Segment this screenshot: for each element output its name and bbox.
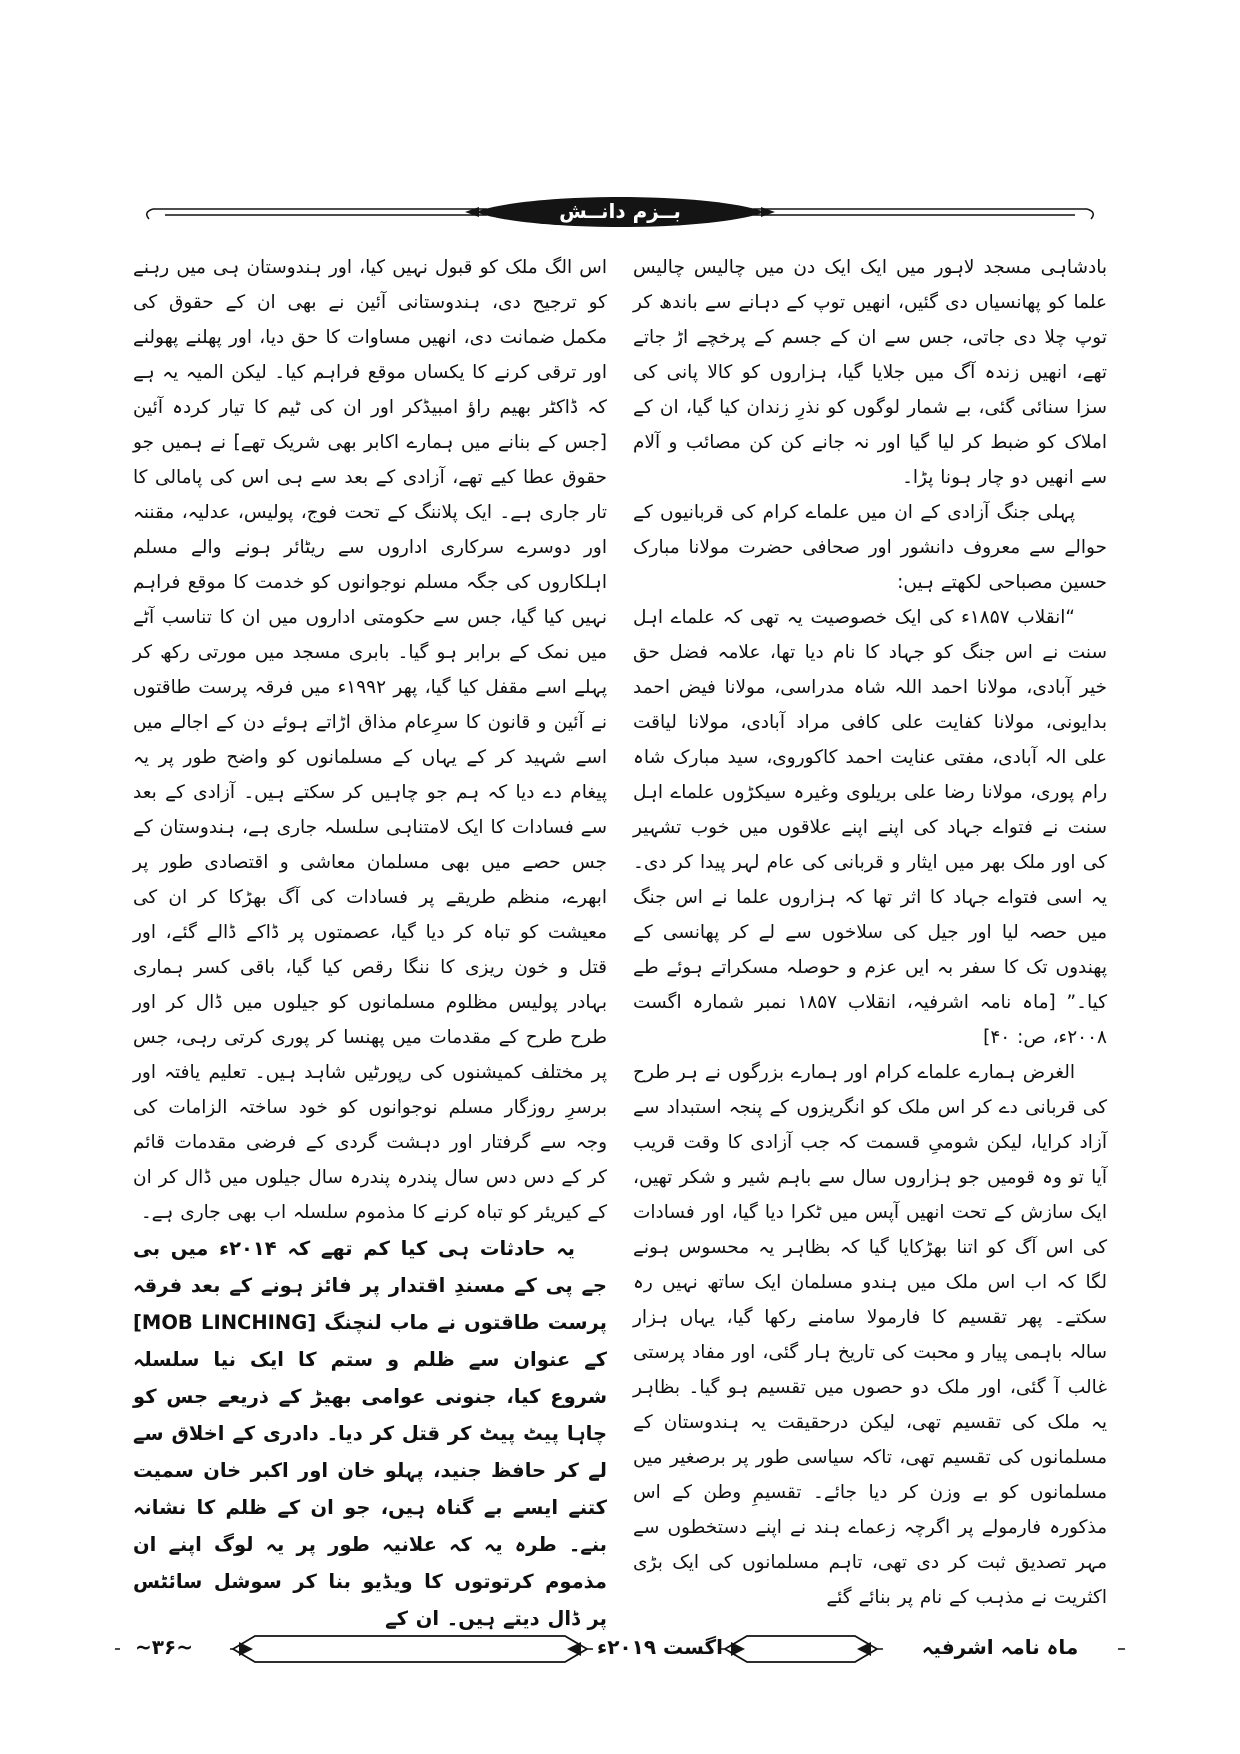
column-left: [133, 250, 607, 1637]
paragraph: اس الگ ملک کو قبول نہیں کیا، اور ہندوستان ہی میں رہنے کو ترجیح دی، ہندوستانی آئین نے بھی ان کے حقوق کی مکمل ضمانت دی، انھیں مساوات کا حق دیا، اور پھلنے پھولنے اور ترقی کرنے کا یکساں موقع فراہم کیا۔ لیکن المیہ یہ ہے کہ ڈاکٹر بھیم راؤ امبیڈکر اور ان کی ٹیم کا تیار کردہ آئین [جس کے بنانے میں ہمارے اکابر بھی شریک تھے] نے ہمیں جو حقوق عطا کیے تھے، آزادی کے بعد سے ہی اس کی پامالی کا تار جاری ہے۔ ایک پلاننگ کے تحت فوج، پولیس، عدلیہ، مقننہ اور دوسرے سرکاری اداروں سے ریٹائر ہونے والے مسلم اہلکاروں کی جگہ مسلم نوجوانوں کو خدمت کا موقع فراہم نہیں کیا گیا، جس سے حکومتی اداروں میں ان کا تناسب آٹے میں نمک کے برابر ہو گیا۔ بابری مسجد میں مورتی رکھ کر پہلے اسے مقفل کیا گیا، پھر ۱۹۹۲ء میں فرقہ پرست طاقتوں نے آئین و قانون کا سرِعام مذاق اڑاتے ہوئے دن کے اجالے میں اسے شہید کر کے یہاں کے مسلمانوں کو واضح طور پر یہ پیغام دے دیا کہ ہم جو چاہیں کر سکتے ہیں۔ آزادی کے بعد سے فسادات کا ایک لامتناہی سلسلہ جاری ہے، ہندوستان کے جس حصے میں بھی مسلمان معاشی و اقتصادی طور پر ابھرے، منظم طریقے پر فسادات کی آگ بھڑکا کر ان کی معیشت کو تباہ کر دیا گیا، عصمتوں پر ڈاکے ڈالے گئے، اور قتل و خون ریزی کا ننگا رقص کیا گیا، باقی کسر ہماری بہادر پولیس مظلوم مسلمانوں کو جیلوں میں ڈال کر اور طرح طرح کے مقدمات میں پھنسا کر پوری کرتی رہی، جس پر مختلف کمیشنوں کی رپورٹیں شاہد ہیں۔ تعلیم یافتہ اور برسرِ روزگار مسلم نوجوانوں کو خود ساختہ الزامات کی وجہ سے گرفتار اور دہشت گردی کے فرضی مقدمات قائم کر کے دس دس سال پندرہ پندرہ سال جیلوں میں ڈال کر ان کے کیریئر کو تباہ کرنے کا مذموم سلسلہ اب بھی جاری ہے۔: [133, 257, 608, 1223]
paragraph-quote: “انقلاب ۱۸۵۷ء کی ایک خصوصیت یہ تھی کہ علماے اہل سنت نے اس جنگ کو جہاد کا نام دیا تھا، علامہ فضل حق خیر آبادی، مولانا احمد اللہ شاہ مدراسی، مولانا فیض احمد بدایونی، مولانا کفایت علی کافی مراد آبادی، مولانا لیاقت علی الہ آبادی، مفتی عنایت احمد کاکوروی، سید مبارک شاہ رام پوری، مولانا رضا علی بریلوی وغیرہ سیکڑوں علماے اہل سنت نے فتواے جہاد کی اپنے اپنے علاقوں میں خوب تشہیر کی اور ملک بھر میں ایثار و قربانی کی عام لہر پیدا کر دی۔ یہ اسی فتواے جہاد کا اثر تھا کہ ہزاروں علما نے اس جنگ میں حصہ لیا اور جیل کی سلاخوں سے لے کر پھانسی کے پھندوں تک کا سفر بہ ایں عزم و حوصلہ مسکراتے ہوئے طے کیا۔” [ماہ نامہ اشرفیہ، انقلاب ۱۸۵۷ نمبر شمارہ اگست ۲۰۰۸ء، ص: ۴۰]: [633, 607, 1107, 1048]
page-number: ~۳۶~: [135, 1635, 193, 1659]
paragraph: بادشاہی مسجد لاہور میں ایک ایک دن میں چالیس چالیس علما کو پھانسیاں دی گئیں، انھیں توپ کے دہانے سے باندھ کر توپ چلا دی جاتی، جس سے ان کے جسم کے پرخچے اڑ جاتے تھے، انھیں زندہ آگ میں جلایا گیا، ہزاروں کو کالا پانی کی سزا سنائی گئی، بے شمار لوگوں کو نذرِ زندان کیا گیا، ان کے املاک کو ضبط کر لیا گیا اور نہ جانے کن کن مصائب و آلام سے انھیں دو چار ہونا پڑا۔: [633, 257, 1107, 488]
magazine-name: ماہ نامہ اشرفیہ: [921, 1635, 1079, 1659]
page-title: بــزم دانــش: [559, 199, 681, 223]
header-ornament: [135, 190, 1105, 236]
paragraph: الغرض ہمارے علماے کرام اور ہمارے بزرگوں نے ہر طرح کی قربانی دے کر اس ملک کو انگریزوں کے پنجہ استبداد سے آزاد کرایا، لیکن شومیِ قسمت کہ جب آزادی کا وقت قریب آیا تو وہ قومیں جو ہزاروں سال سے باہم شیر و شکر تھیں، ایک سازش کے تحت انھیں آپس میں ٹکرا دیا گیا، اور فسادات کی اس آگ کو اتنا بھڑکایا گیا کہ بظاہر یہ محسوس ہونے لگا کہ اب اس ملک میں ہندو مسلمان ایک ساتھ نہیں رہ سکتے۔ پھر تقسیم کا فارمولا سامنے رکھا گیا، یہاں ہزار سالہ باہمی پیار و محبت کی تاریخ ہار گئی، اور مفاد پرستی غالب آ گئی، اور ملک دو حصوں میں تقسیم ہو گیا۔ بظاہر یہ ملک کی تقسیم تھی، لیکن درحقیقت یہ ہندوستان کے مسلمانوں کی تقسیم تھی، تاکہ سیاسی طور پر برصغیر میں مسلمانوں کو بے وزن کر دیا جائے۔ تقسیمِ وطن کے اس مذکورہ فارمولے پر اگرچہ زعماے ہند نے اپنے دستخطوں سے مہر تصدیق ثبت کر دی تھی، تاہم مسلمانوں کی ایک بڑی اکثریت نے مذہب کے نام پر بنائے گئے: [633, 1062, 1107, 1608]
column-right: [633, 250, 1107, 1615]
issue-date: اگست ۲۰۱۹ء: [596, 1635, 724, 1659]
paragraph: پہلی جنگ آزادی کے ان میں علماے کرام کی قربانیوں کے حوالے سے معروف دانشور اور صحافی حضرت مولانا مبارک حسین مصباحی لکھتے ہیں:: [633, 502, 1107, 593]
paragraph-bold: یہ حادثات ہی کیا کم تھے کہ ۲۰۱۴ء میں بی جے پی کے مسندِ اقتدار پر فائز ہونے کے بعد فرقہ پرست طاقتوں نے ماب لنچنگ [MOB LINCHING] کے عنوان سے ظلم و ستم کا ایک نیا سلسلہ شروع کیا، جنونی عوامی بھیڑ کے ذریعے جس کو چاہا پیٹ پیٹ کر قتل کر دیا۔ دادری کے اخلاق سے لے کر حافظ جنید، پہلو خان اور اکبر خان سمیت کتنے ایسے بے گناہ ہیں، جو ان کے ظلم کا نشانہ بنے۔ طرہ یہ کہ علانیہ طور پر یہ لوگ اپنے ان مذموم کرتوتوں کا ویڈیو بنا کر سوشل سائٹس پر ڈال دیتے ہیں۔ ان کے: [133, 1237, 607, 1630]
footer-ornament: [115, 1628, 1125, 1672]
